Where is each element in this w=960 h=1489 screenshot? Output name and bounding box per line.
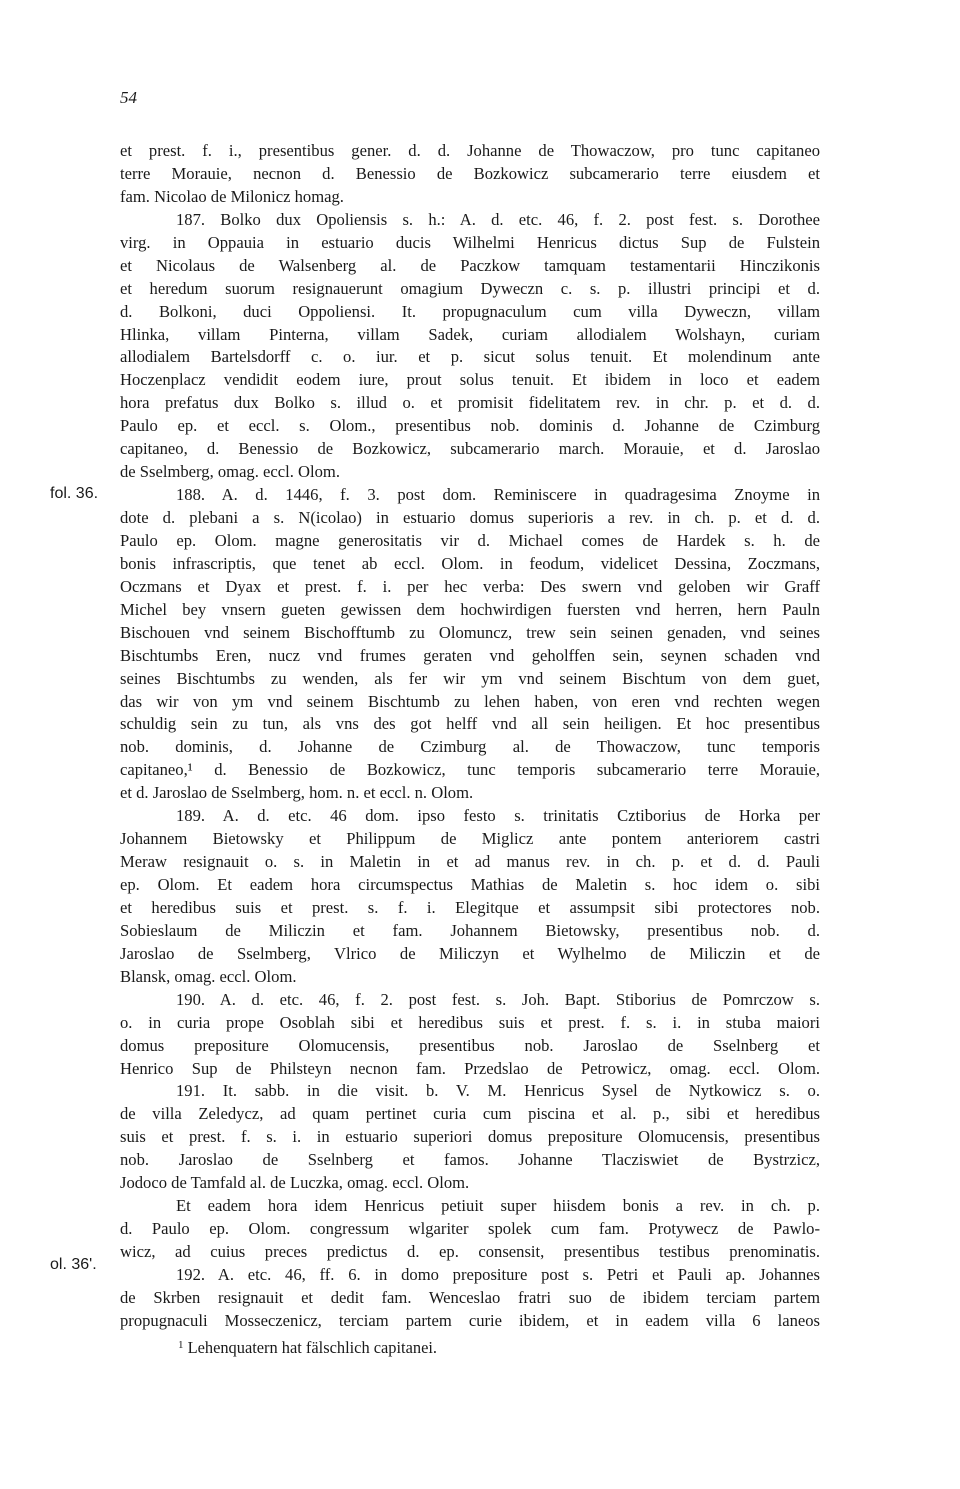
text-line: allodialem Bartelsdorff c. o. iur. et p. sicut solus tenuit. Et molendinum ante xyxy=(120,347,820,367)
text-line: schuldig sein zu tun, als vns des got helff vnd all sein heiligen. Et hoc presentibus xyxy=(120,714,820,734)
text-line: Paulo ep. et eccl. s. Olom., presentibus nob. dominis d. Johanne de Czimburg xyxy=(120,416,820,436)
text-line: Oczmans et Dyax et prest. f. i. per hec verba: Des swern vnd geloben wir Graff xyxy=(120,576,820,596)
text-line: domus prepositure Olomucensis, presentibus nob. Jaroslao de Sselnberg et xyxy=(120,1035,820,1055)
text-line: et d. Jaroslao de Sselmberg, hom. n. et eccl. n. Olom. xyxy=(120,783,474,803)
page-number: 54 xyxy=(120,88,137,107)
text-line: Jodoco de Tamfald al. de Luczka, omag. eccl. Olom. xyxy=(120,1173,470,1193)
text-line: virg. in Oppauia in estuario ducis Wilhelmi Henricus dictus Sup de Fulstein xyxy=(120,232,820,252)
text-line: 190. A. d. etc. 46, f. 2. post fest. s. Joh. Bapt. Stiborius de Pomrczow s. xyxy=(176,989,820,1009)
footnote-mark: 1 xyxy=(178,1339,184,1351)
margin-note-fol-36v: ol. 36'. xyxy=(50,1256,97,1273)
text-line: Henrico Sup de Philsteyn necnon fam. Przedslao de Petrowicz, omag. eccl. Olom. xyxy=(120,1058,820,1078)
text-line: Sobieslaum de Miliczin et fam. Johannem Bietowsky, presentibus nob. d. xyxy=(120,920,820,940)
footnote-text: Lehenquatern hat fälschlich capitanei. xyxy=(187,1338,437,1357)
text-line: et prest. f. i., presentibus gener. d. d. Johanne de Thowaczow, pro tunc capitaneo xyxy=(120,141,820,160)
text-line: das wir von ym vnd seinem Bischtumb zu lehen haben, von eren vnd rechten wegen xyxy=(120,691,820,711)
text-line: 191. It. sabb. in die visit. b. V. M. Henricus Sysel de Nytkowicz s. o. xyxy=(176,1081,820,1101)
text-line: capitaneo, d. Benessio de Bozkowicz, subcamerario march. Morauie, et d. Jaroslao xyxy=(120,439,820,459)
text-line: Jaroslao de Sselmberg, Vlrico de Miliczyn et Wylhelmo de Miliczin et de xyxy=(120,943,820,963)
text-line: Et eadem hora idem Henricus petiuit super hiisdem bonis a rev. in ch. p. xyxy=(176,1196,820,1216)
text-line: Paulo ep. Olom. magne generositatis vir d. Michael comes de Hardek s. h. de xyxy=(120,530,820,550)
text-line: Hoczenplacz vendidit eodem iure, prout solus tenuit. Et ibidem in loco et eadem xyxy=(120,370,820,390)
footnote xyxy=(178,1338,437,1358)
text-line: de villa Zeledycz, ad quam pertinet curia cum piscina et al. p., sibi et heredibus xyxy=(120,1104,820,1124)
text-line: dote d. plebani a s. N(icolao) in estuario domus superioris a rev. in ch. p. et d. d. xyxy=(120,508,820,527)
text-line: bonis infrascriptis, que tenet ab eccl. Olom. in feodum, videlicet Dessina, Zoczmans, xyxy=(120,553,820,573)
text-line: o. in curia prope Osoblah sibi et heredibus suis et prest. f. s. i. in stuba maiori xyxy=(120,1012,820,1032)
text-line: capitaneo,¹ d. Benessio de Bozkowicz, tunc temporis subcamerario terre Morauie, xyxy=(120,760,820,780)
text-line: Bischouen vnd seinem Bischofftumb zu Olomuncz, trew sein seinen genaden, vnd seines xyxy=(120,622,820,642)
text-line: d. Bolkoni, duci Oppoliensi. It. propugnaculum cum villa Dyweczn, villam xyxy=(120,301,820,321)
text-line: 188. A. d. 1446, f. 3. post dom. Reminiscere in quadragesima Znoyme in xyxy=(176,485,820,505)
text-line: de Sselmberg, omag. eccl. Olom. xyxy=(120,462,340,482)
text-line: Hlinka, villam Pinterna, villam Sadek, curiam allodialem Wolshayn, curiam xyxy=(120,324,820,344)
text-line: nob. dominis, d. Johanne de Czimburg al. de Thowaczow, tunc temporis xyxy=(120,737,820,757)
text-line: 189. A. d. etc. 46 dom. ipso festo s. trinitatis Cztiborius de Horka per xyxy=(176,806,820,826)
text-line: 192. A. etc. 46, ff. 6. in domo prepositure post s. Petri et Pauli ap. Johannes xyxy=(176,1264,820,1284)
text-line: seines Bischtumbs zu wenden, als fer wir ym vnd seinem Bischtum von dem guet, xyxy=(120,668,820,688)
text-line: et heredibus suis et prest. s. f. i. Elegitque et assumpsit sibi protectores nob. xyxy=(120,897,820,917)
text-line: et Nicolaus de Walsenberg al. de Paczkow tamquam testamentarii Hinczikonis xyxy=(120,255,820,275)
text-line: wicz, ad cuius preces predictus d. ep. consensit, presentibus testibus prenominatis. xyxy=(120,1242,820,1261)
text-line: Johannem Bietowsky et Philippum de Miglicz ante pontem anteriorem castri xyxy=(120,829,820,849)
text-line: 187. Bolko dux Opoliensis s. h.: A. d. etc. 46, f. 2. post fest. s. Dorothee xyxy=(176,209,820,229)
text-line: de Skrben resignauit et dedit fam. Wenceslao fratri suo de ibidem terciam partem xyxy=(120,1287,820,1307)
text-line: ep. Olom. Et eadem hora circumspectus Mathias de Maletin s. hoc idem o. sibi xyxy=(120,875,820,894)
text-line: et heredum suorum resignauerunt omagium Dyweczn c. s. p. illustri principi et d. xyxy=(120,278,820,298)
text-line: Blansk, omag. eccl. Olom. xyxy=(120,966,297,986)
text-line: propugnaculi Mosseczenicz, terciam partem curie ibidem, et in eadem villa 6 laneos xyxy=(120,1310,820,1330)
text-line: Meraw resignauit o. s. in Maletin in et ad manus rev. in ch. p. et d. d. Pauli xyxy=(120,852,820,872)
margin-note-fol-36: fol. 36. xyxy=(50,485,99,502)
text-line: d. Paulo ep. Olom. congressum wlgariter spolek cum fam. Protywecz de Pawlo- xyxy=(120,1219,820,1239)
text-line: hora prefatus dux Bolko s. illud o. et promisit fidelitatem rev. in chr. p. et d. d. xyxy=(120,393,820,413)
text-line: fam. Nicolao de Milonicz homag. xyxy=(120,186,344,206)
text-line: nob. Jaroslao de Sselnberg et famos. Johanne Tlacziswiet de Bystrzicz, xyxy=(120,1150,820,1170)
text-line: Bischtumbs Eren, nucz vnd frumes geraten vnd geholffen sein, seynen schaden vnd xyxy=(120,645,820,665)
text-line: suis et prest. f. s. i. in estuario superiori domus prepositure Olomucensis, presentibus xyxy=(120,1127,820,1147)
text-line: terre Morauie, necnon d. Benessio de Bozkowicz subcamerario terre eiusdem et xyxy=(120,163,820,183)
text-line: Michel bey vnsern gueten gewissen dem hochwirdigen fuersten vnd herren, hern Pauln xyxy=(120,599,820,619)
main-text xyxy=(120,140,820,1333)
